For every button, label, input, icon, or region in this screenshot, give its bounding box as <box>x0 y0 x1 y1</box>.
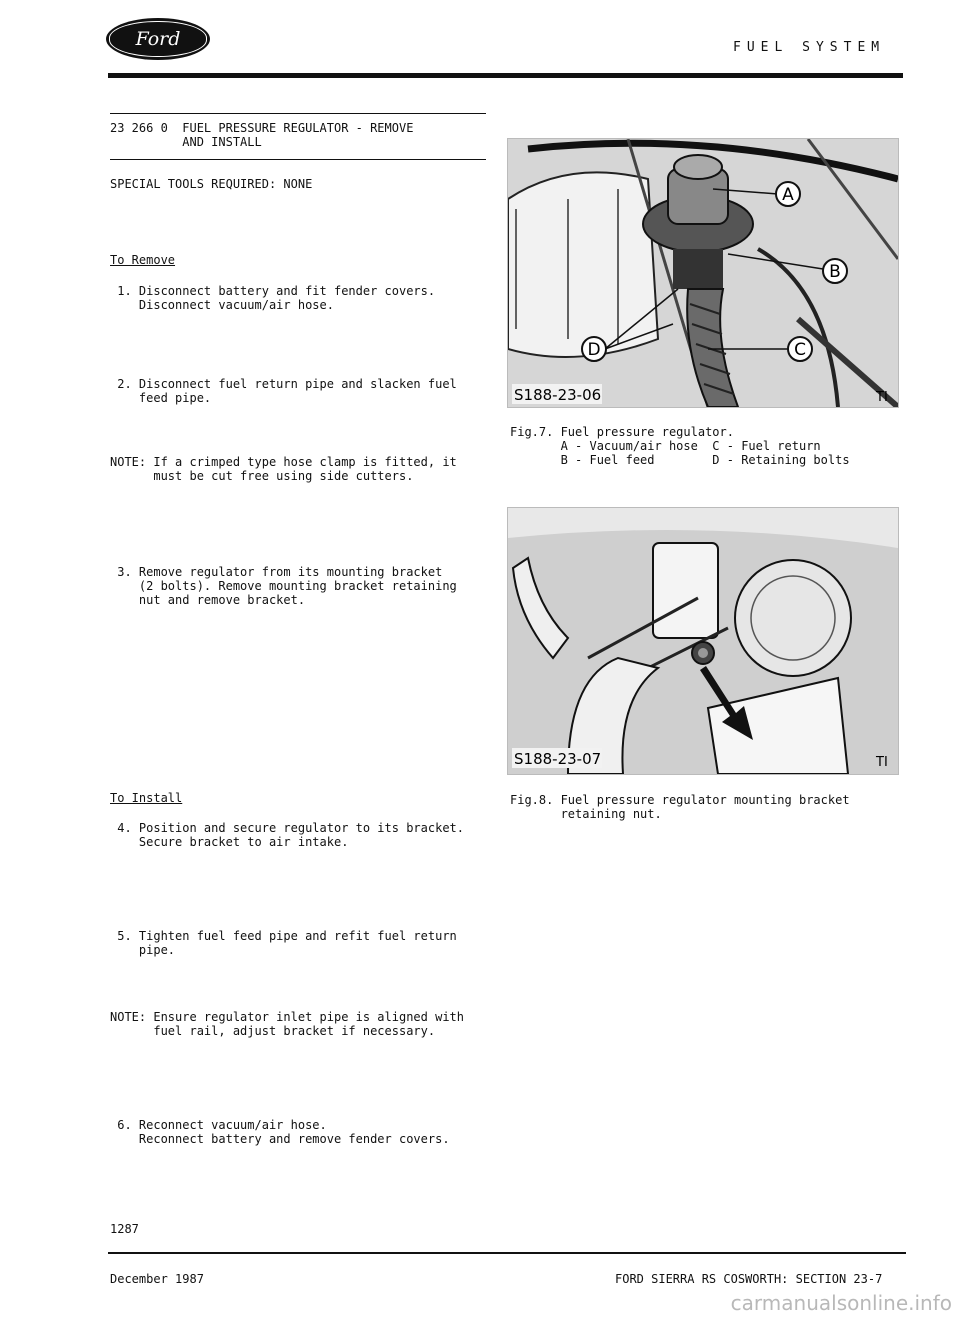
figure-7-tag: TI <box>876 390 888 405</box>
install-heading: To Install <box>110 791 183 805</box>
figure-8-illustration <box>508 508 898 774</box>
figure-7-illustration <box>508 139 898 407</box>
remove-note: NOTE: If a crimped type hose clamp is fitted, it must be cut free using side cutters. <box>110 455 457 483</box>
footer-date: December 1987 <box>110 1272 204 1286</box>
header-rule <box>108 73 903 78</box>
remove-step-3: 3. Remove regulator from its mounting bracket (2 bolts). Remove mounting bracket retaining nut and remove bracket. <box>117 565 457 607</box>
install-note: NOTE: Ensure regulator inlet pipe is aligned with fuel rail, adjust bracket if necessary. <box>110 1010 465 1038</box>
title-rule-bottom <box>110 159 486 160</box>
figure-8-caption: Fig.8. Fuel pressure regulator mounting bracket retaining nut. <box>510 793 850 821</box>
remove-step-2: 2. Disconnect fuel return pipe and slacken fuel feed pipe. <box>117 377 457 405</box>
watermark-text: carmanualsonline.info <box>730 1291 952 1315</box>
figure-7-photo <box>507 138 899 408</box>
svg-text:A: A <box>782 185 794 205</box>
ford-logo <box>106 18 210 60</box>
figure-8-photo <box>507 507 899 775</box>
svg-text:C: C <box>794 340 806 360</box>
procedure-title-cont: AND INSTALL <box>110 135 262 149</box>
remove-heading: To Remove <box>110 253 176 267</box>
callout-d <box>582 337 606 361</box>
figure-7-caption: Fig.7. Fuel pressure regulator. A - Vacuum/air hose C - Fuel return B - Fuel feed D - Retaining bolts <box>510 425 850 467</box>
section-header-title: FUEL SYSTEM <box>733 40 886 55</box>
install-step-6: 6. Reconnect vacuum/air hose. Reconnect battery and remove fender covers. <box>117 1118 450 1146</box>
figure-8-code: S188-23-07 <box>514 750 602 768</box>
figure-7-code: S188-23-06 <box>514 386 602 404</box>
svg-text:B: B <box>829 262 841 282</box>
logo-text: Ford <box>135 28 181 50</box>
callout-c <box>788 337 812 361</box>
callout-a <box>776 182 800 206</box>
callout-b <box>823 259 847 283</box>
title-rule-top <box>110 113 486 114</box>
install-step-5: 5. Tighten fuel feed pipe and refit fuel return pipe. <box>117 929 457 957</box>
page-number: 1287 <box>110 1222 139 1236</box>
install-step-4: 4. Position and secure regulator to its bracket. Secure bracket to air intake. <box>117 821 465 849</box>
footer-rule <box>108 1252 906 1254</box>
svg-text:D: D <box>587 340 601 360</box>
footer-doc-ref: FORD SIERRA RS COSWORTH: SECTION 23-7 <box>615 1272 883 1286</box>
special-tools: SPECIAL TOOLS REQUIRED: NONE <box>110 177 313 191</box>
procedure-title: 23 266 0 FUEL PRESSURE REGULATOR - REMOVE <box>110 121 414 135</box>
remove-step-1: 1. Disconnect battery and fit fender covers. Disconnect vacuum/air hose. <box>117 284 436 312</box>
figure-8-tag: TI <box>876 755 888 770</box>
